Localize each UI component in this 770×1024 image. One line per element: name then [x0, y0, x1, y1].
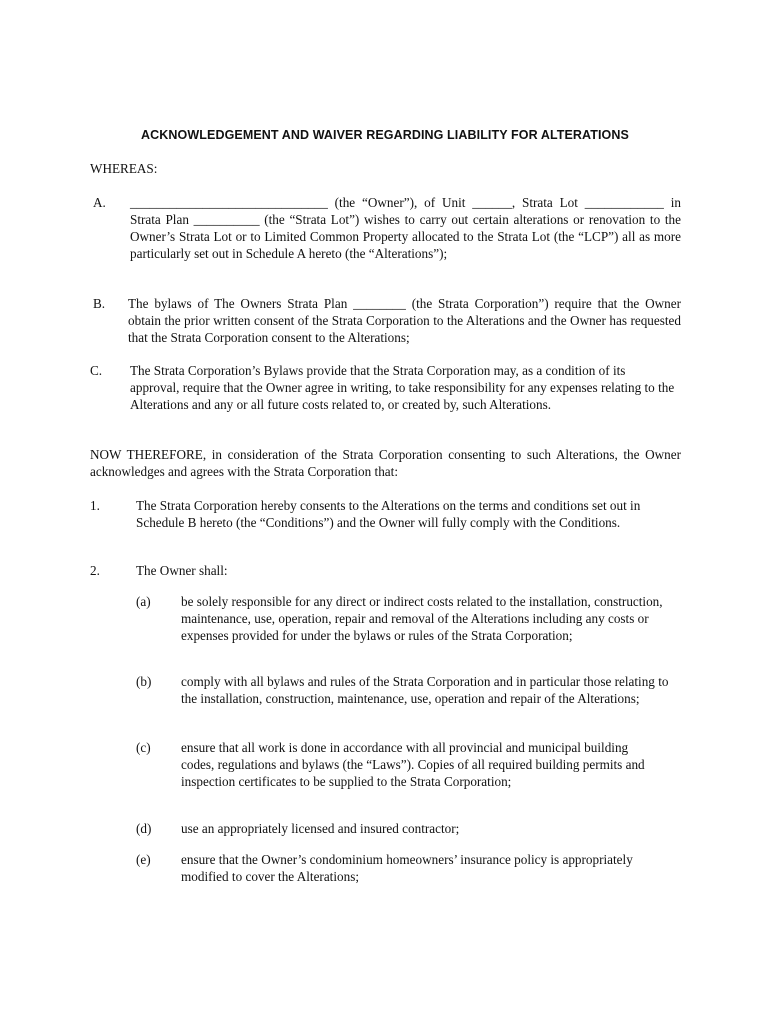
clause-text: The Owner shall:	[136, 563, 228, 578]
subclause-label: (d)	[136, 821, 152, 836]
subclause-text: comply with all bylaws and rules of the Strata Corporation and in particular those relating to the installation, construction, maintenance, use, operation and repair of the Alterations;	[181, 674, 669, 706]
subclause-label: (e)	[136, 852, 151, 867]
subclause-text: ensure that all work is done in accordance with all provincial and municipal building codes, regulations and bylaws (the “Laws”). Copies of all required building permits and inspection certificates to be supplied to the Strata Corporation;	[181, 740, 645, 789]
now-therefore-paragraph: NOW THEREFORE, in consideration of the Strata Corporation consenting to such Alterations, the Owner acknowledges and agrees with the Strata Corporation that:	[90, 447, 681, 479]
whereas-heading: WHEREAS:	[90, 161, 158, 176]
recital-text: The Strata Corporation’s Bylaws provide that the Strata Corporation may, as a condition of its approval, require that the Owner agree in writing, to take responsibility for any expenses relating to the Alterations and any or all future costs related to, or created by, such Alterations.	[130, 363, 675, 412]
recital-text: ______________________________ (the “Owner”), of Unit ______, Strata Lot ____________ in Strata Plan __________ (the “Strata Lot”) wishes to carry out certain alterations or renovation to the Owner’s Strata Lot or to Limited Common Property allocated to the Strata Lot (the “LCP”) all as more particularly set out in Schedule A hereto (the “Alterations”);	[130, 195, 681, 261]
recital-label: C.	[90, 363, 103, 378]
clause-text: The Strata Corporation hereby consents to the Alterations on the terms and conditions set out in Schedule B hereto (the “Conditions”) and the Owner will fully comply with the Conditions.	[136, 498, 641, 530]
clause-label: 2.	[90, 563, 100, 578]
document-title: ACKNOWLEDGEMENT AND WAIVER REGARDING LIABILITY FOR ALTERATIONS	[141, 128, 629, 142]
recital-label: B.	[93, 296, 106, 311]
recital-label: A.	[93, 195, 106, 210]
subclause-text: use an appropriately licensed and insured contractor;	[181, 821, 460, 836]
subclause-label: (a)	[136, 594, 151, 609]
subclause-label: (c)	[136, 740, 151, 755]
recital-text: The bylaws of The Owners Strata Plan ________ (the Strata Corporation”) require that the Owner obtain the prior written consent of the Strata Corporation to the Alterations and the Owner has requested that the Strata Corporation consent to the Alterations;	[128, 296, 681, 345]
subclause-text: ensure that the Owner’s condominium homeowners’ insurance policy is appropriately modified to cover the Alterations;	[181, 852, 633, 884]
subclause-text: be solely responsible for any direct or indirect costs related to the installation, construction, maintenance, use, operation, repair and removal of the Alterations including any costs or expenses provided for under the bylaws or rules of the Strata Corporation;	[181, 594, 663, 643]
subclause-label: (b)	[136, 674, 152, 689]
clause-label: 1.	[90, 498, 100, 513]
